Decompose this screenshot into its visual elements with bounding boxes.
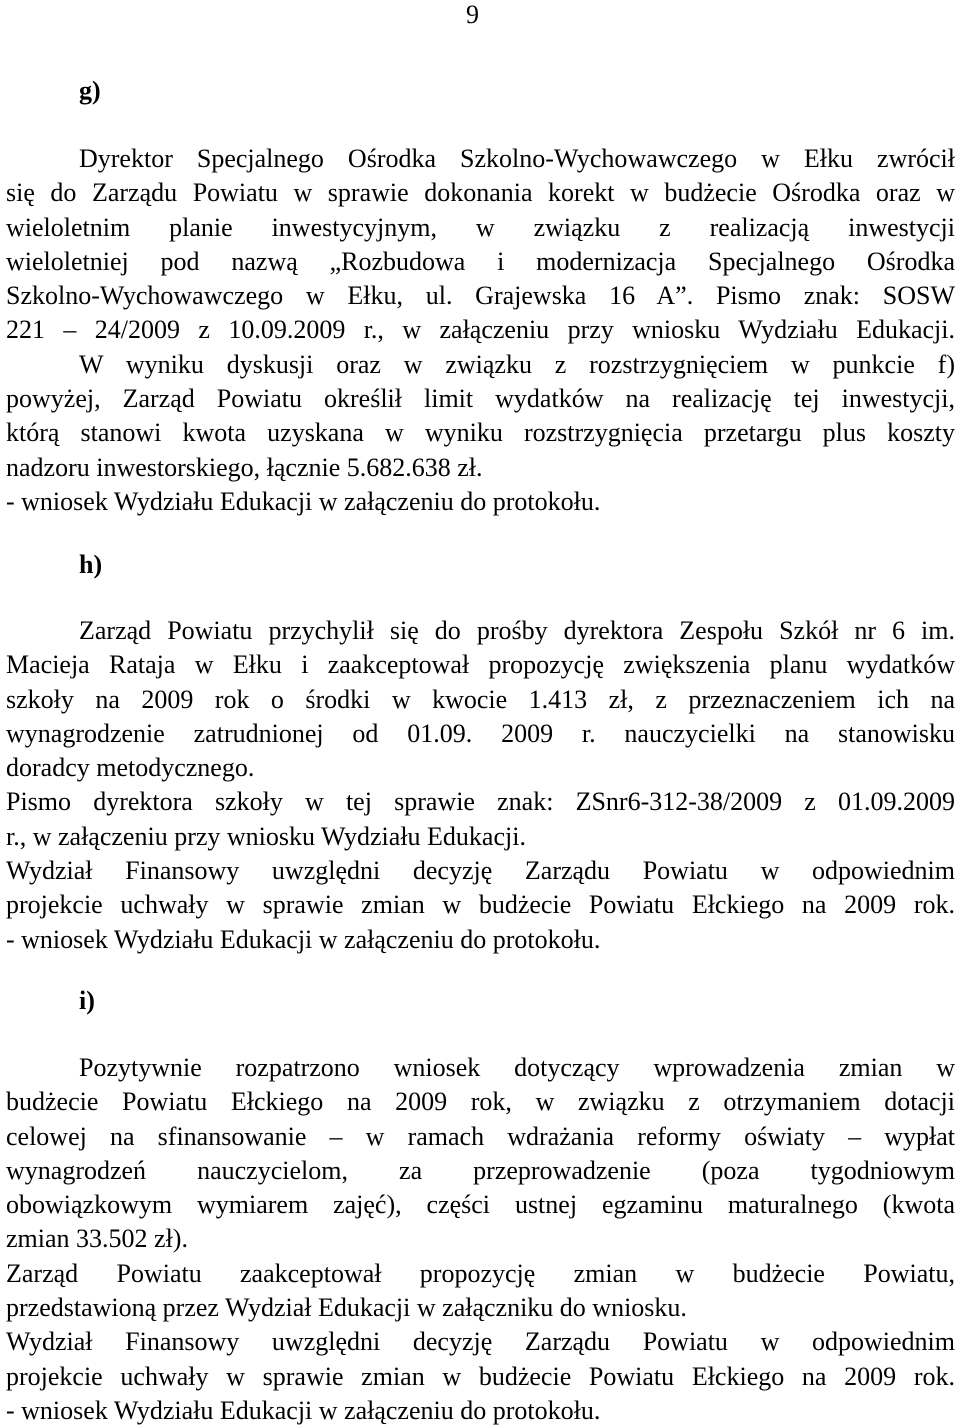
paragraph-line: celowej na sfinansowanie – w ramach wdrażania reformy oświaty – wypłat <box>6 1121 955 1151</box>
section-label-g: g) <box>79 76 101 105</box>
paragraph-line: nadzoru inwestorskiego, łącznie 5.682.638 zł. <box>6 452 483 482</box>
section-h-text <box>6 614 955 957</box>
section-g-text <box>6 142 955 519</box>
paragraph-line: Wydział Finansowy uwzględni decyzję Zarządu Powiatu w odpowiednim <box>6 856 955 886</box>
paragraph-line: Zarząd Powiatu zaakceptował propozycję zmian w budżecie Powiatu, <box>6 1258 955 1288</box>
paragraph-line: - wniosek Wydziału Edukacji w załączeniu do protokołu. <box>6 1395 601 1425</box>
paragraph-line: wynagrodzeń nauczycielom, za przeprowadzenie (poza tygodniowym <box>6 1155 955 1185</box>
paragraph-line: projekcie uchwały w sprawie zmian w budżecie Powiatu Ełckiego na 2009 rok. <box>6 890 955 920</box>
paragraph-line: się do Zarządu Powiatu w sprawie dokonania korekt w budżecie Ośrodka oraz w <box>6 178 955 208</box>
paragraph-line: Dyrektor Specjalnego Ośrodka Szkolno-Wychowawczego w Ełku zwrócił <box>79 144 955 173</box>
paragraph-line: r., w załączeniu przy wniosku Wydziału Edukacji. <box>6 821 526 851</box>
paragraph-line: 221 – 24/2009 z 10.09.2009 r., w załączeniu przy wniosku Wydziału Edukacji. <box>6 315 955 345</box>
paragraph-line: którą stanowi kwota uzyskana w wyniku rozstrzygnięcia przetargu plus koszty <box>6 418 955 448</box>
paragraph-line: Zarząd Powiatu przychylił się do prośby dyrektora Zespołu Szkół nr 6 im. <box>79 616 955 645</box>
paragraph-line: szkoły na 2009 rok o środki w kwocie 1.413 zł, z przeznaczeniem ich na <box>6 684 955 714</box>
paragraph-line: powyżej, Zarząd Powiatu określił limit wydatków na realizację tej inwestycji, <box>6 384 955 414</box>
paragraph-line: Pismo dyrektora szkoły w tej sprawie znak: ZSnr6-312-38/2009 z 01.09.2009 <box>6 787 955 817</box>
paragraph-line: - wniosek Wydziału Edukacji w załączeniu do protokołu. <box>6 924 601 954</box>
page-number: 9 <box>466 0 479 29</box>
paragraph-line: - wniosek Wydziału Edukacji w załączeniu do protokołu. <box>6 486 601 516</box>
paragraph-line: przedstawioną przez Wydział Edukacji w załączniku do wniosku. <box>6 1293 687 1323</box>
paragraph-line: projekcie uchwały w sprawie zmian w budżecie Powiatu Ełckiego na 2009 rok. <box>6 1361 955 1391</box>
paragraph-line: wieloletniej pod nazwą „Rozbudowa i modernizacja Specjalnego Ośrodka <box>6 246 955 276</box>
paragraph-line: budżecie Powiatu Ełckiego na 2009 rok, w związku z otrzymaniem dotacji <box>6 1087 955 1117</box>
paragraph-line: obowiązkowym wymiarem zajęć), części ustnej egzaminu maturalnego (kwota <box>6 1190 955 1220</box>
paragraph-line: W wyniku dyskusji oraz w związku z rozstrzygnięciem w punkcie f) <box>79 349 955 379</box>
section-i-text <box>6 1051 955 1428</box>
section-label-h: h) <box>79 550 103 579</box>
paragraph-line: zmian 33.502 zł). <box>6 1224 188 1254</box>
paragraph-line: Pozytywnie rozpatrzono wniosek dotyczący wprowadzenia zmian w <box>79 1053 955 1082</box>
paragraph-line: Macieja Rataja w Ełku i zaakceptował propozycję zwiększenia planu wydatków <box>6 650 955 680</box>
paragraph-line: Szkolno-Wychowawczego w Ełku, ul. Grajewska 16 A”. Pismo znak: SOSW <box>6 281 955 311</box>
paragraph-line: wieloletnim planie inwestycyjnym, w związku z realizacją inwestycji <box>6 212 955 242</box>
paragraph-line: Wydział Finansowy uwzględni decyzję Zarządu Powiatu w odpowiednim <box>6 1327 955 1357</box>
paragraph-line: doradcy metodycznego. <box>6 753 255 783</box>
paragraph-line: wynagrodzenie zatrudnionej od 01.09. 2009 r. nauczycielki na stanowisku <box>6 718 955 748</box>
section-label-i: i) <box>79 986 95 1015</box>
